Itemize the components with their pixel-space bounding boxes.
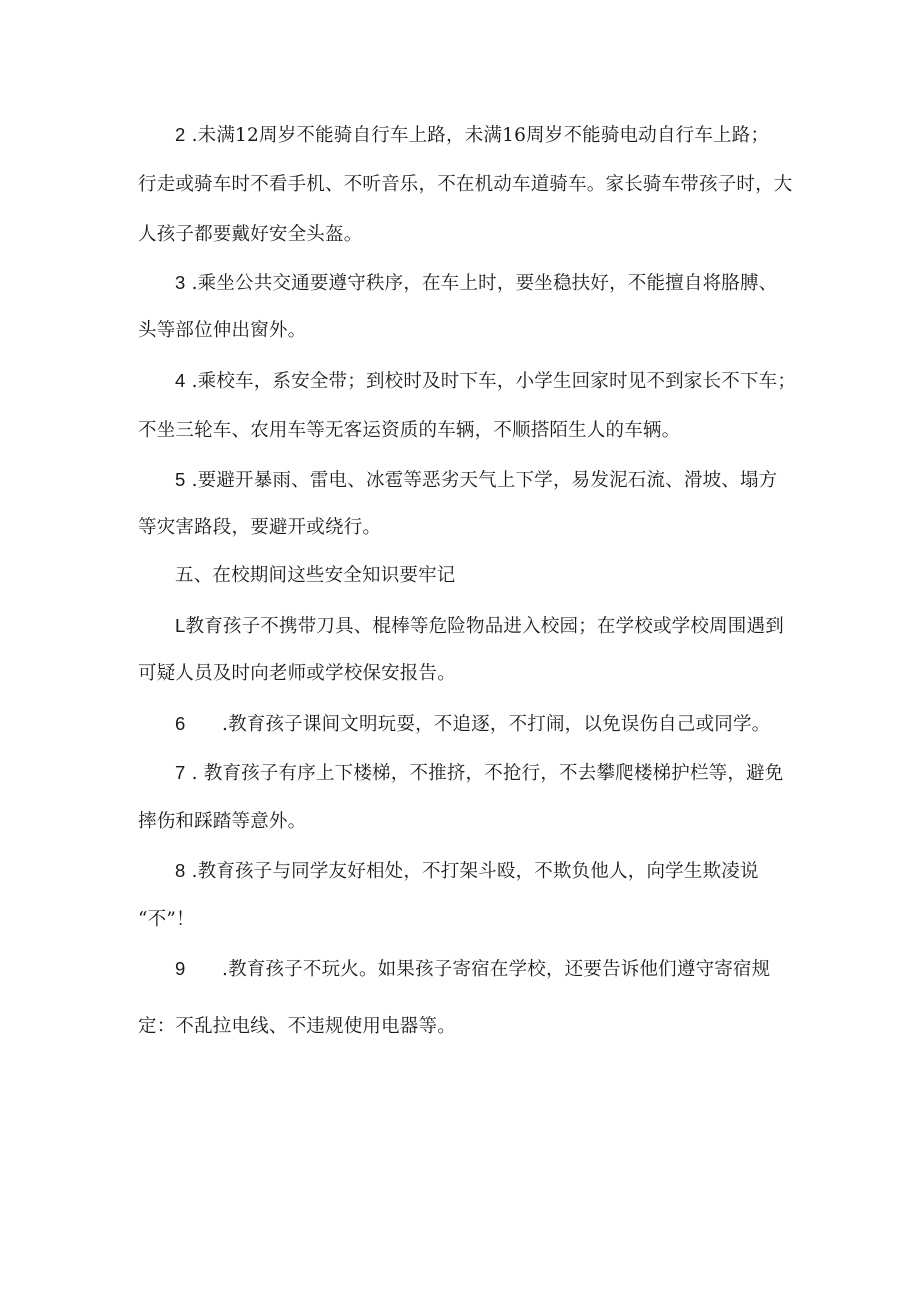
- line-text: 不坐三轮车、农用车等无客运资质的车辆，不顺搭陌生人的车辆。: [138, 420, 681, 441]
- item-number: 2: [175, 124, 186, 145]
- line-text: .教育孩子课间文明玩耍，不追逐，不打闹，以免误伤自己或同学。: [185, 714, 771, 735]
- line-text: .乘坐公共交通要遵守秩序，在车上时，要坐稳扶好，不能擅自将胳膊、: [185, 273, 778, 294]
- line-text: 摔伤和踩踏等意外。: [138, 811, 307, 832]
- item-2-line-3: [138, 222, 362, 248]
- line-text: .教育孩子与同学友好相处，不打架斗殴，不欺负他人，向学生欺凌说: [185, 861, 759, 882]
- line-text: 头等部位伸出窗外。: [138, 320, 307, 341]
- item-number: 3: [175, 272, 186, 293]
- line-text: 定：不乱拉电线、不违规使用电器等。: [138, 1016, 456, 1037]
- line-text: 可疑人员及时向老师或学校保安报告。: [138, 663, 456, 684]
- line-text: .未满12周岁不能骑自行车上路，未满16周岁不能骑电动自行车上路；: [185, 125, 770, 146]
- item-number: 8: [175, 860, 186, 881]
- item-6-line-1: [175, 711, 770, 738]
- item-number: 5: [175, 469, 186, 490]
- section-heading: [175, 563, 456, 589]
- item-4-line-1: [175, 368, 796, 395]
- item-L-line-2: [138, 661, 456, 687]
- line-text: 等灾害路段，要避开或绕行。: [138, 517, 382, 538]
- line-text: 教育孩子不携带刀具、棍棒等危险物品进入校园；在学校或学校周围遇到: [185, 616, 784, 637]
- item-number: L: [175, 615, 186, 636]
- item-7-line-1: [175, 760, 783, 787]
- line-text: .乘校车，系安全带；到校时及时下车，小学生回家时见不到家长不下车；: [185, 371, 797, 392]
- item-5-line-2: [138, 515, 381, 541]
- item-7-line-2: [138, 809, 306, 835]
- heading-text: 五、在校期间这些安全知识要牢记: [175, 565, 456, 586]
- line-text: 人孩子都要戴好安全头盔。: [138, 224, 363, 245]
- item-number: 9: [175, 958, 186, 979]
- line-text: .教育孩子不玩火。如果孩子寄宿在学校，还要告诉他们遵守寄宿规: [185, 959, 771, 980]
- item-8-line-1: [175, 858, 759, 885]
- item-9-line-2: [138, 1014, 456, 1040]
- item-2-line-1: [175, 122, 769, 149]
- item-2-line-2: [138, 172, 793, 198]
- item-9-line-1: [175, 956, 770, 983]
- line-text: “不”！: [138, 909, 195, 930]
- item-number: 7: [175, 762, 186, 783]
- line-text: . 教育孩子有序上下楼梯，不推挤，不抢行，不去攀爬楼梯护栏等，避免: [185, 763, 784, 784]
- item-8-line-2: [138, 907, 195, 933]
- line-text: 行走或骑车时不看手机、不听音乐，不在机动车道骑车。家长骑车带孩子时，大: [138, 174, 793, 195]
- item-5-line-1: [175, 467, 777, 494]
- line-text: .要避开暴雨、雷电、冰雹等恶劣天气上下学，易发泥石流、滑坡、塌方: [185, 470, 778, 491]
- item-number: 4: [175, 370, 186, 391]
- item-4-line-2: [138, 418, 680, 444]
- item-number: 6: [175, 713, 186, 734]
- item-3-line-1: [175, 270, 777, 297]
- item-L-line-1: [175, 613, 784, 640]
- item-3-line-2: [138, 318, 306, 344]
